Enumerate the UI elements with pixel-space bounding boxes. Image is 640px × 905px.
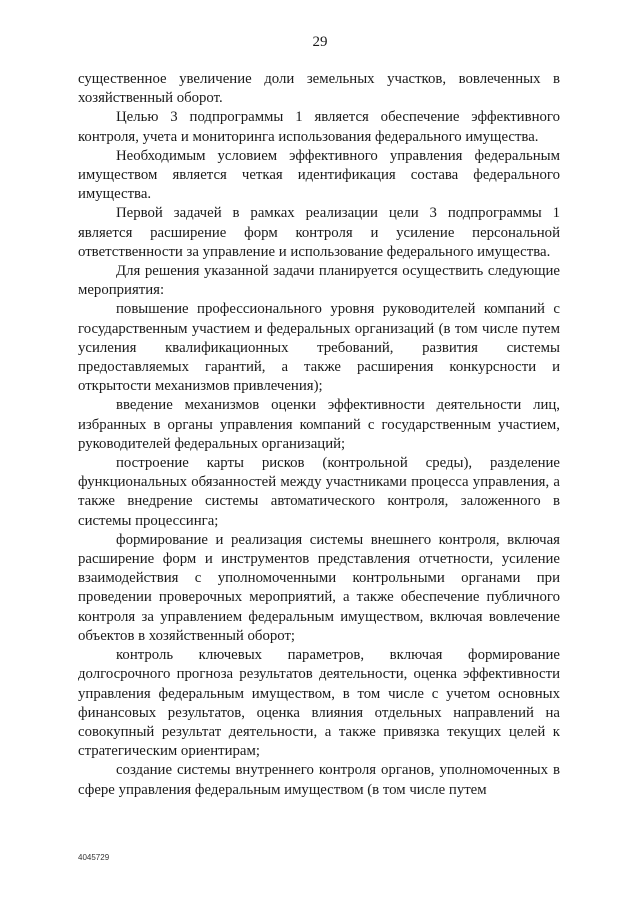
list-item: создание системы внутреннего контроля органов, уполномоченных в сфере управления федеральным имуществом (в том числе путем [78, 762, 560, 798]
paragraph: Первой задачей в рамках реализации цели 3 подпрограммы 1 является расширение форм контроля и усиление персональной ответственности за управление и использование федерального имущества. [78, 205, 560, 260]
paragraph: Целью 3 подпрограммы 1 является обеспечение эффективного контроля, учета и мониторинга использования федерального имущества. [78, 109, 560, 145]
paragraph: Необходимым условием эффективного управления федеральным имуществом является четкая идентификация состава федерального имущества. [78, 147, 560, 203]
document-body [78, 70, 560, 800]
document-code: 4045729 [78, 853, 110, 862]
list-item: контроль ключевых параметров, включая формирование долгосрочного прогноза результатов деятельности, оценка эффективности управления федеральным имуществом, в том числе с учетом основных финансовых результатов, оценка влияния отдельных направлений на совокупный результат деятельности, а также привязка текущих целей к стратегическим ориентирам; [78, 647, 560, 760]
list-item: повышение профессионального уровня руководителей компаний с государственным участием и федеральных организаций (в том числе путем усиления квалификационных требований, развития системы предоставляемых гарантий, а также расширения конкурсности и открытости механизмов привлечения); [78, 301, 560, 395]
paragraph: Для решения указанной задачи планируется осуществить следующие мероприятия: [78, 263, 560, 299]
page-number: 29 [312, 34, 328, 50]
list-item: введение механизмов оценки эффективности деятельности лиц, избранных в органы управления компаний с государственным участием, руководителей федеральных организаций; [78, 397, 560, 452]
list-item: формирование и реализация системы внешнего контроля, включая расширение форм и инструментов представления отчетности, усиление взаимодействия с уполномоченными контрольными органами при проведении проверочных мероприятий, а также обеспечение публичного контроля за управлением федеральным имуществом, включая вовлечение объектов в хозяйственный оборот; [78, 531, 560, 644]
list-item: построение карты рисков (контрольной среды), разделение функциональных обязанностей между участниками процесса управления, а также внедрение системы автоматического контроля, заложенного в системы процессинга; [78, 455, 560, 529]
paragraph: существенное увеличение доли земельных участков, вовлеченных в хозяйственный оборот. [78, 71, 560, 107]
